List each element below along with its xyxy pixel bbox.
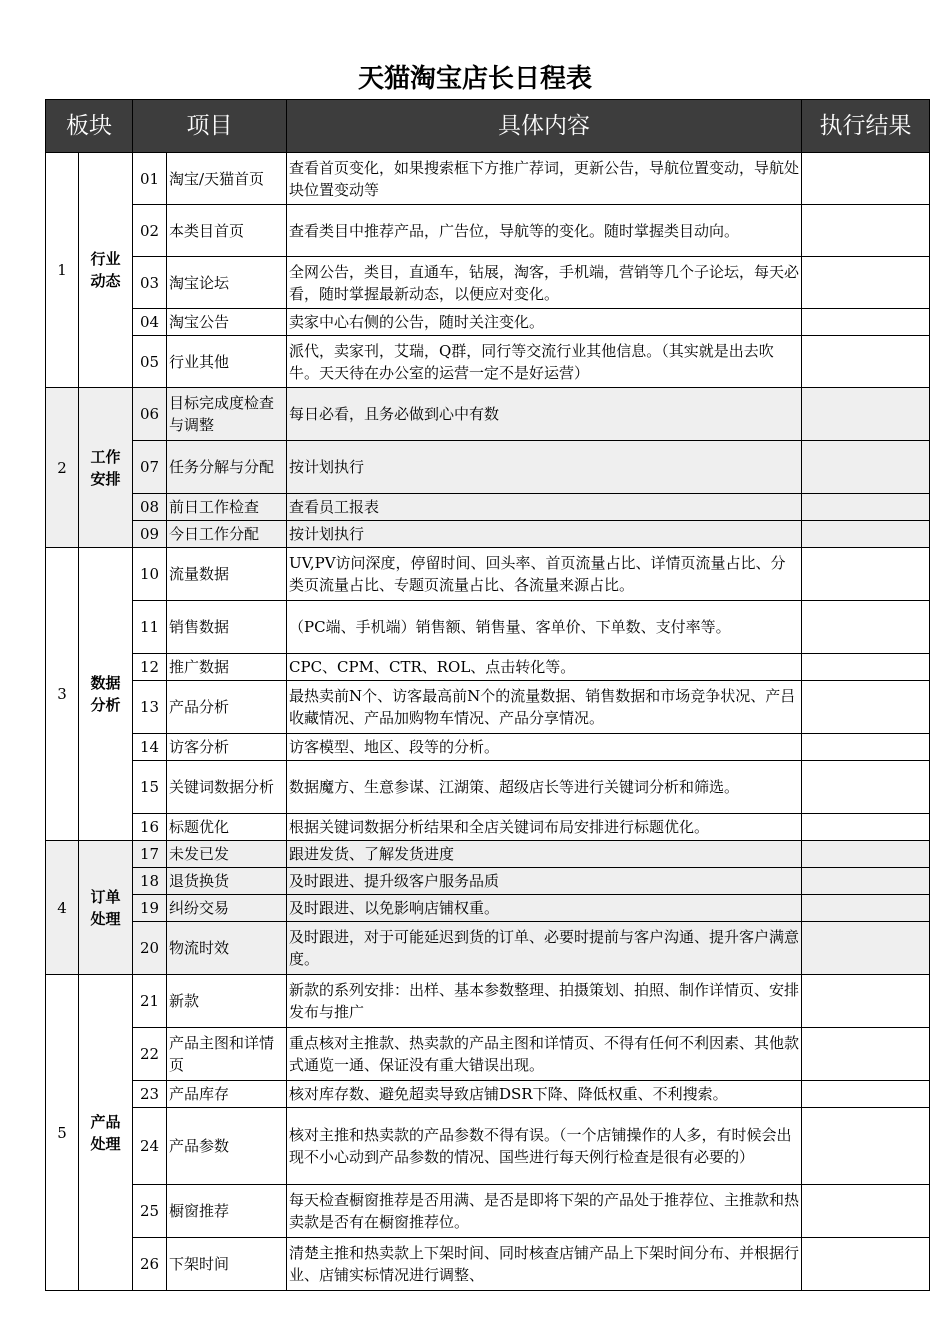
table-row (46, 1028, 930, 1081)
row-result[interactable] (802, 1108, 930, 1185)
row-result[interactable] (802, 975, 930, 1028)
group-name: 订单 处理 (79, 841, 133, 975)
table-row (46, 841, 930, 868)
row-number: 04 (133, 309, 167, 336)
group-name: 行业 动态 (79, 153, 133, 388)
header-content: 具体内容 (287, 100, 802, 153)
row-result[interactable] (802, 257, 930, 309)
header-row (46, 100, 930, 153)
row-item: 目标完成度检查与调整 (167, 388, 287, 441)
row-result[interactable] (802, 814, 930, 841)
row-content: 卖家中心右侧的公告，随时关注变化。 (287, 309, 802, 336)
row-item: 产品库存 (167, 1081, 287, 1108)
row-result[interactable] (802, 441, 930, 494)
row-number: 26 (133, 1238, 167, 1291)
table-row (46, 1081, 930, 1108)
row-number: 25 (133, 1185, 167, 1238)
row-content: 查看员工报表 (287, 494, 802, 521)
table-row (46, 761, 930, 814)
row-number: 12 (133, 654, 167, 681)
row-content: 根据关键词数据分析结果和全店关键词布局安排进行标题优化。 (287, 814, 802, 841)
row-number: 14 (133, 734, 167, 761)
row-result[interactable] (802, 841, 930, 868)
row-result[interactable] (802, 388, 930, 441)
row-number: 10 (133, 548, 167, 601)
header-block: 板块 (46, 100, 133, 153)
table-row (46, 734, 930, 761)
row-result[interactable] (802, 681, 930, 734)
row-item: 本类目首页 (167, 205, 287, 257)
row-content: 按计划执行 (287, 521, 802, 548)
row-number: 06 (133, 388, 167, 441)
row-content: 访客模型、地区、段等的分析。 (287, 734, 802, 761)
row-result[interactable] (802, 548, 930, 601)
row-number: 03 (133, 257, 167, 309)
row-result[interactable] (802, 868, 930, 895)
row-item: 新款 (167, 975, 287, 1028)
row-item: 销售数据 (167, 601, 287, 654)
row-item: 产品参数 (167, 1108, 287, 1185)
row-number: 20 (133, 922, 167, 975)
row-result[interactable] (802, 734, 930, 761)
row-content: 及时跟进、提升级客户服务品质 (287, 868, 802, 895)
row-content: 派代，卖家刊，艾瑞，Q群，同行等交流行业其他信息。（其实就是出去吹牛。天天待在办公室的运营一定不是好运营） (287, 336, 802, 388)
group-number: 2 (46, 388, 79, 548)
table-row (46, 494, 930, 521)
row-content: CPC、CPM、CTR、ROL、点击转化等。 (287, 654, 802, 681)
table-row (46, 521, 930, 548)
row-result[interactable] (802, 153, 930, 205)
table-row (46, 309, 930, 336)
row-number: 07 (133, 441, 167, 494)
table-row (46, 975, 930, 1028)
row-content: 最热卖前N个、访客最高前N个的流量数据、销售数据和市场竞争状况、产吕收藏情况、产品加购物车情况、产品分享情况。 (287, 681, 802, 734)
table-row (46, 868, 930, 895)
row-content: 及时跟进，对于可能延迟到货的订单、必要时提前与客户沟通、提升客户满意度。 (287, 922, 802, 975)
group-number: 5 (46, 975, 79, 1291)
row-item: 纠纷交易 (167, 895, 287, 922)
row-result[interactable] (802, 1238, 930, 1291)
row-result[interactable] (802, 521, 930, 548)
group-number: 3 (46, 548, 79, 841)
row-number: 17 (133, 841, 167, 868)
row-result[interactable] (802, 309, 930, 336)
table-row (46, 1185, 930, 1238)
row-result[interactable] (802, 336, 930, 388)
row-result[interactable] (802, 205, 930, 257)
table-row (46, 336, 930, 388)
row-number: 16 (133, 814, 167, 841)
row-number: 24 (133, 1108, 167, 1185)
row-content: （PC端、手机端）销售额、销售量、客单价、下单数、支付率等。 (287, 601, 802, 654)
row-item: 物流时效 (167, 922, 287, 975)
row-item: 行业其他 (167, 336, 287, 388)
table-row (46, 1238, 930, 1291)
row-result[interactable] (802, 1028, 930, 1081)
table-row (46, 654, 930, 681)
row-number: 08 (133, 494, 167, 521)
header-result: 执行结果 (802, 100, 930, 153)
table-row (46, 205, 930, 257)
row-content: UV,PV访问深度，停留时间、回头率、首页流量占比、详情页流量占比、分类页流量占比、专题页流量占比、各流量来源占比。 (287, 548, 802, 601)
row-result[interactable] (802, 895, 930, 922)
row-number: 23 (133, 1081, 167, 1108)
row-content: 新款的系列安排：出样、基本参数整理、拍摄策划、拍照、制作详情页、安排发布与推广 (287, 975, 802, 1028)
table-row (46, 681, 930, 734)
table-row (46, 601, 930, 654)
row-content: 按计划执行 (287, 441, 802, 494)
row-item: 退货换货 (167, 868, 287, 895)
row-item: 产品主图和详情页 (167, 1028, 287, 1081)
row-content: 核对库存数、避免超卖导致店铺DSR下降、降低权重、不利搜索。 (287, 1081, 802, 1108)
row-item: 淘宝论坛 (167, 257, 287, 309)
row-number: 19 (133, 895, 167, 922)
row-result[interactable] (802, 601, 930, 654)
table-row (46, 388, 930, 441)
row-content: 清楚主推和热卖款上下架时间、同时核查店铺产品上下架时间分布、并根据行业、店铺实标情况进行调整、 (287, 1238, 802, 1291)
row-item: 标题优化 (167, 814, 287, 841)
row-number: 13 (133, 681, 167, 734)
row-number: 02 (133, 205, 167, 257)
group-name: 工作 安排 (79, 388, 133, 548)
row-number: 22 (133, 1028, 167, 1081)
row-item: 淘宝公告 (167, 309, 287, 336)
schedule-table (45, 99, 930, 1291)
table-row (46, 153, 930, 205)
row-content: 每天检查橱窗推荐是否用满、是否是即将下架的产品处于推荐位、主推款和热卖款是否有在橱窗推荐位。 (287, 1185, 802, 1238)
row-item: 访客分析 (167, 734, 287, 761)
row-number: 05 (133, 336, 167, 388)
table-row (46, 441, 930, 494)
row-result[interactable] (802, 654, 930, 681)
row-item: 未发已发 (167, 841, 287, 868)
row-number: 15 (133, 761, 167, 814)
row-number: 18 (133, 868, 167, 895)
group-name: 产品 处理 (79, 975, 133, 1291)
row-content: 全网公告，类目，直通车，钻展，淘客，手机端，营销等几个子论坛，每天必看，随时掌握最新动态，以便应对变化。 (287, 257, 802, 309)
table-row (46, 814, 930, 841)
row-content: 数据魔方、生意参谋、江湖策、超级店长等进行关键词分析和筛选。 (287, 761, 802, 814)
table-row (46, 548, 930, 601)
table-row (46, 895, 930, 922)
group-number: 1 (46, 153, 79, 388)
row-number: 01 (133, 153, 167, 205)
row-content: 查看首页变化，如果搜索框下方推广荐词，更新公告，导航位置变动，导航处块位置变动等 (287, 153, 802, 205)
row-item: 前日工作检查 (167, 494, 287, 521)
row-number: 21 (133, 975, 167, 1028)
row-item: 下架时间 (167, 1238, 287, 1291)
table-row (46, 257, 930, 309)
row-content: 查看类目中推荐产品，广告位，导航等的变化。随时掌握类目动向。 (287, 205, 802, 257)
group-number: 4 (46, 841, 79, 975)
row-result[interactable] (802, 1185, 930, 1238)
header-item: 项目 (133, 100, 287, 153)
row-result[interactable] (802, 761, 930, 814)
row-result[interactable] (802, 922, 930, 975)
row-number: 09 (133, 521, 167, 548)
table-row (46, 922, 930, 975)
row-item: 产品分析 (167, 681, 287, 734)
row-content: 重点核对主推款、热卖款的产品主图和详情页、不得有任何不利因素、其他款式通览一通、保证没有重大错误出现。 (287, 1028, 802, 1081)
row-item: 推广数据 (167, 654, 287, 681)
row-item: 淘宝/天猫首页 (167, 153, 287, 205)
row-content: 每日必看，且务必做到心中有数 (287, 388, 802, 441)
row-item: 橱窗推荐 (167, 1185, 287, 1238)
page-title: 天猫淘宝店长日程表 (357, 64, 592, 94)
row-content: 及时跟进、以免影响店铺权重。 (287, 895, 802, 922)
table-row (46, 1108, 930, 1185)
row-item: 流量数据 (167, 548, 287, 601)
row-item: 关键词数据分析 (167, 761, 287, 814)
group-name: 数据 分析 (79, 548, 133, 841)
row-item: 任务分解与分配 (167, 441, 287, 494)
row-item: 今日工作分配 (167, 521, 287, 548)
row-content: 跟进发货、了解发货进度 (287, 841, 802, 868)
row-result[interactable] (802, 1081, 930, 1108)
row-result[interactable] (802, 494, 930, 521)
row-number: 11 (133, 601, 167, 654)
row-content: 核对主推和热卖款的产品参数不得有误。（一个店铺操作的人多，有时候会出现不小心动到产品参数的情况、国些进行每天例行检查是很有必要的） (287, 1108, 802, 1185)
